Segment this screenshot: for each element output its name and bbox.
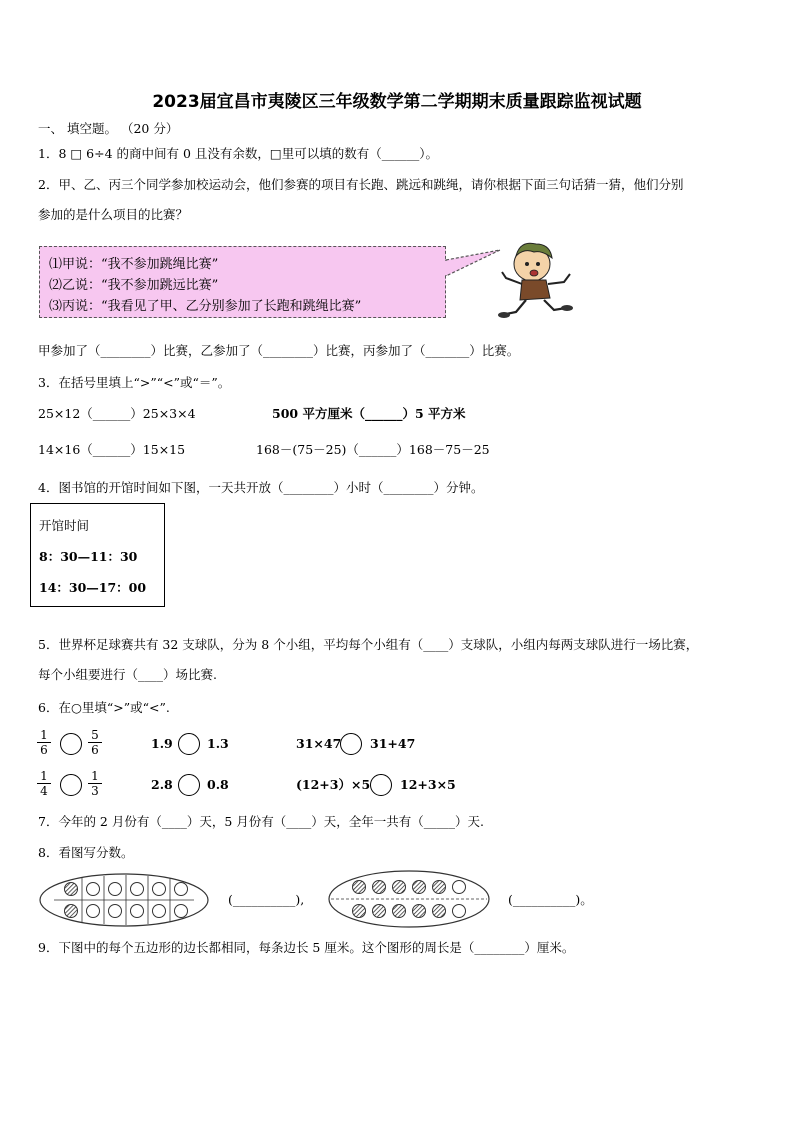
fraction-a1: $\frac{1}{6}$ (37, 728, 51, 757)
empty-circle (153, 905, 166, 918)
question-9: 9．下图中的每个五边形的边长都相同，每条边长 5 厘米。这个图形的周长是（________）厘米。 (38, 940, 575, 955)
opening-hours-title: 开馆时间 (39, 518, 90, 533)
fraction-a2: $\frac{1}{4}$ (37, 769, 51, 798)
shaded-circle (353, 881, 366, 894)
empty-circle (131, 883, 144, 896)
shaded-circle (393, 905, 406, 918)
q3-row1-right: 500 平方厘米（______）5 平方米 (272, 406, 466, 421)
q3-row2-right: 168－(75－25)（______）168－75－25 (256, 442, 490, 457)
shaded-circle (433, 905, 446, 918)
compare-circle[interactable] (340, 733, 362, 755)
expression-b2: 12+3×5 (400, 777, 456, 792)
question-8-stem: 8．看图写分数。 (38, 845, 134, 860)
question-5-line2: 每个小组要进行（____）场比赛. (38, 667, 217, 682)
fraction-b2: $\frac{1}{3}$ (88, 769, 102, 798)
shaded-circle (373, 881, 386, 894)
decimal-a2: 2.8 (151, 777, 173, 792)
compare-circle[interactable] (178, 733, 200, 755)
empty-circle (109, 883, 122, 896)
question-1: 1．8 □ 6÷4 的商中间有 0 且没有余数，□里可以填的数有（______）。 (38, 146, 438, 161)
shaded-circle (353, 905, 366, 918)
expression-a1: 31×47 (296, 736, 342, 751)
compare-circle[interactable] (178, 774, 200, 796)
speech-bubble (39, 246, 446, 318)
empty-circle (131, 905, 144, 918)
question-2-line2: 参加的是什么项目的比赛？ (38, 207, 189, 222)
fraction-diagram-2 (327, 869, 491, 929)
statement-1: ⑴甲说：“我不参加跳绳比赛” (49, 257, 219, 272)
section-heading: 一、 填空题。 （20 分） (38, 121, 179, 136)
empty-circle (175, 883, 188, 896)
statement-3: ⑶丙说：“我看见了甲、乙分别参加了长跑和跳绳比赛” (49, 299, 362, 314)
page-title: 2023届宜昌市夷陵区三年级数学第二学期期末质量跟踪监视试题 (152, 92, 642, 112)
expression-a2: (12+3）×5 (296, 777, 371, 792)
shaded-circle (413, 881, 426, 894)
question-2-line1: 2．甲、乙、丙三个同学参加校运动会，他们参赛的项目有长跑、跳远和跳绳，请你根据下面三句话猜一猜，他们分别 (38, 177, 684, 192)
decimal-a1: 1.9 (151, 736, 173, 751)
decimal-b1: 1.3 (207, 736, 229, 751)
statement-2: ⑵乙说：“我不参加跳远比赛” (49, 278, 219, 293)
empty-circle (109, 905, 122, 918)
q3-row2-left: 14×16（______）15×15 (38, 442, 186, 457)
empty-circle (87, 905, 100, 918)
q8-answer-blank-1: (__________), (228, 892, 305, 907)
empty-circle (453, 905, 466, 918)
compare-circle[interactable] (60, 774, 82, 796)
shaded-circle (373, 905, 386, 918)
empty-circle (153, 883, 166, 896)
shaded-circle (413, 905, 426, 918)
q8-answer-blank-2: (__________)。 (508, 892, 593, 907)
expression-b1: 31+47 (370, 736, 416, 751)
opening-hours-time2: 14：30—17：00 (39, 580, 147, 595)
question-5-line1: 5．世界杯足球赛共有 32 支球队，分为 8 个小组，平均每个小组有（____）支球队，小组内每两支球队进行一场比赛， (38, 637, 699, 652)
question-4-stem: 4．图书馆的开馆时间如下图，一天共开放（________）小时（________）分钟。 (38, 480, 484, 495)
empty-circle (453, 881, 466, 894)
shaded-circle (65, 905, 78, 918)
question-7: 7．今年的 2 月份有（____）天，5 月份有（____）天，全年一共有（_____）天. (38, 814, 485, 829)
shaded-circle (65, 883, 78, 896)
running-boy-icon (494, 238, 574, 320)
empty-circle (87, 883, 100, 896)
question-2-answer: 甲参加了（________）比赛，乙参加了（________）比赛，丙参加了（_______）比赛。 (38, 343, 520, 358)
opening-hours-box (30, 503, 165, 607)
shaded-circle (393, 881, 406, 894)
question-6-stem: 6．在○里填“>”或“<”. (38, 700, 170, 715)
decimal-b2: 0.8 (207, 777, 229, 792)
empty-circle (175, 905, 188, 918)
shaded-circle (433, 881, 446, 894)
fraction-b1: $\frac{5}{6}$ (88, 728, 102, 757)
q3-row1-left: 25×12（______）25×3×4 (38, 406, 196, 421)
compare-circle[interactable] (60, 733, 82, 755)
question-3-stem: 3．在括号里填上“>”“<”或“＝”。 (38, 375, 231, 390)
opening-hours-time1: 8：30—11：30 (39, 549, 138, 564)
compare-circle[interactable] (370, 774, 392, 796)
fraction-diagram-1 (38, 872, 210, 928)
